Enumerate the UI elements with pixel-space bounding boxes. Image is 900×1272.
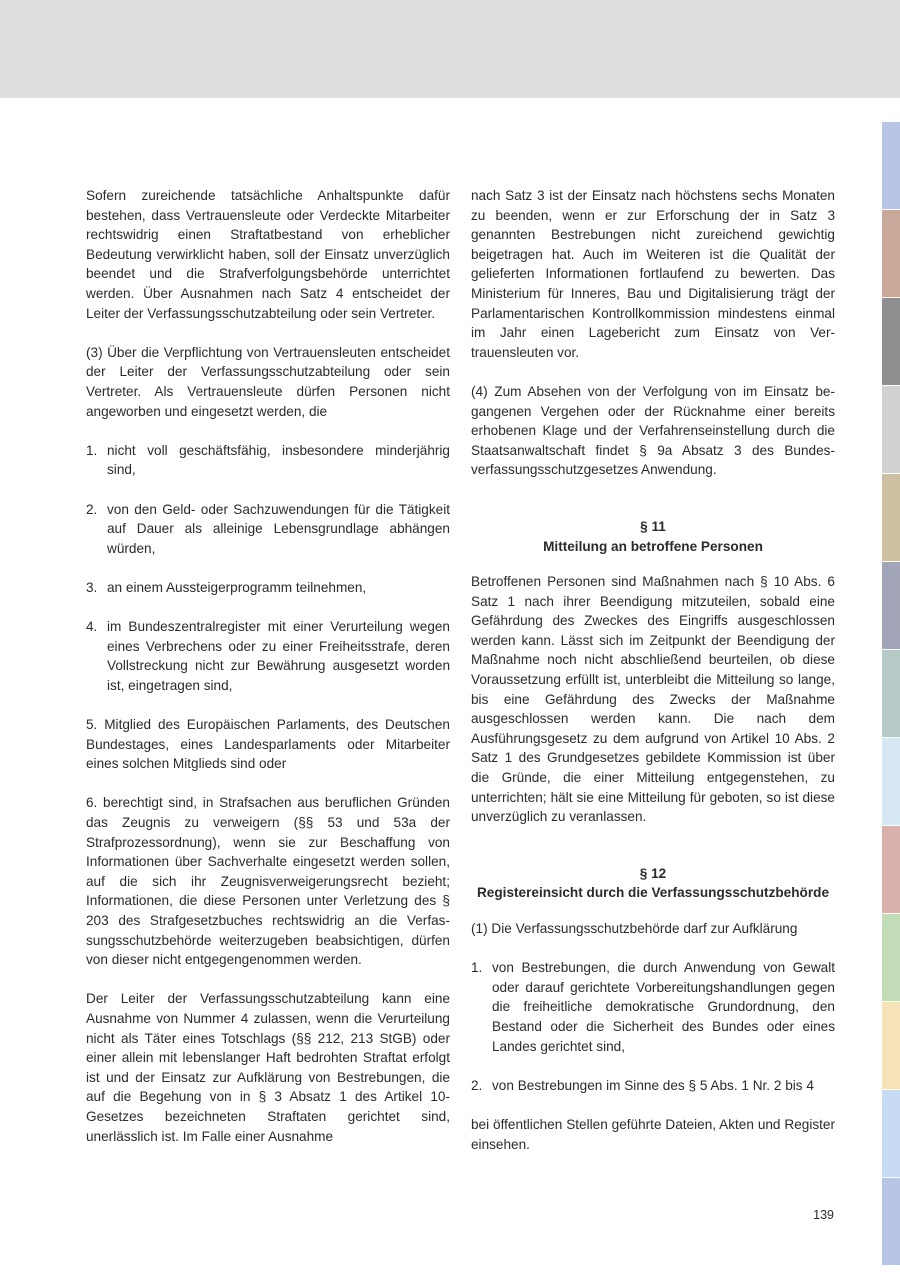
list-item bbox=[471, 958, 835, 1056]
list-text: von Bestrebungen, die durch Anwendung von Gewalt oder darauf gerichtete Vorbereitungshandlungen gegen die freiheitliche demokratische Grundordnung, den Bestand oder die Sicherheit des Bundes oder eines Landes gerichtet sind, bbox=[492, 960, 835, 1054]
list-number: 1. bbox=[86, 442, 98, 458]
chapter-tab bbox=[882, 914, 900, 1001]
list-number: 2. bbox=[86, 501, 98, 517]
left-column bbox=[86, 186, 450, 1166]
list-number: 2. bbox=[471, 1077, 483, 1093]
chapter-tab bbox=[882, 738, 900, 825]
list-item bbox=[471, 1076, 835, 1096]
chapter-tab bbox=[882, 298, 900, 385]
paragraph-abs-3: (3) Über die Verpflichtung von Vertrauensleuten entscheidet der Leiter der Verfassungsschutzabteilung oder sein Vertreter. Als Vertrauensleute dürfen Personen nicht angeworben und eingesetzt werden, die bbox=[86, 344, 450, 419]
chapter-tab bbox=[882, 826, 900, 913]
chapter-tab bbox=[882, 122, 900, 209]
chapter-tab bbox=[882, 210, 900, 297]
section-number: § 12 bbox=[639, 865, 667, 881]
paragraph: Der Leiter der Verfassungsschutzabteilung kann eine Ausnahme von Nummer 4 zulassen, wenn die Verurteilung nicht als Täter eines Totschlags (§§ 212, 213 StGB) oder einer allein mit lebenslanger Haft bedrohten Straftat erfolgt ist und der Einsatz zur Aufklärung von Bestrebungen, die auf die Begehung von in § 3 Absatz 1 des Artikel 10-Gesetzes bezeichneten Straftaten gerichtet sind, unerlässlich ist. Im Falle einer Ausnahme bbox=[86, 991, 450, 1144]
list-text: im Bundeszentralregister mit einer Verurteilung wegen eines Verbrechens oder zu einer Freiheitsstrafe, deren Vollstreckung nicht zur Bewährung ausgesetzt worden ist, eingetragen sind, bbox=[107, 619, 450, 693]
paragraph-abs-4: (4) Zum Absehen von der Verfolgung von im Einsatz begangenen Vergehen oder der Rücknahme einer bereits erhobenen Klage und der Verfahrenseinstellung durch die Staatsanwaltschaft findet § 9a Absatz 3 des Bundesverfassungsschutzgesetzes Anwendung. bbox=[471, 383, 835, 478]
header-band bbox=[0, 0, 900, 98]
section-title: Registereinsicht durch die Verfassungsschutzbehörde bbox=[476, 885, 830, 901]
list-number: 4. bbox=[86, 619, 98, 635]
list-item bbox=[86, 617, 450, 695]
list-text: von Bestrebungen im Sinne des § 5 Abs. 1 Nr. 2 bis 4 bbox=[492, 1077, 814, 1093]
paragraph: nach Satz 3 ist der Einsatz nach höchstens sechs Monaten zu beenden, wenn er zur Erforschung der in Satz 3 genannten Bestrebungen nicht zureichend gewichtig beigetragen hat. Auch im Weiteren ist die Qualität der gelieferten Informationen fortlaufend zu bewerten. Das Ministerium für Inneres, Bau und Digitalisierung trägt der Parlamentarischen Kontrollkommission mindestens einmal im Jahr einen Lagebericht zum Einsatz von Vertrauensleuten vor. bbox=[471, 188, 835, 360]
list-item bbox=[86, 500, 450, 559]
chapter-tab bbox=[882, 1090, 900, 1177]
paragraph: Sofern zureichende tatsächliche Anhaltspunkte dafür bestehen, dass Vertrauensleute oder Verdeckte Mitarbeiter rechtswidrig einen Straftatbestand von erheblicher Bedeutung verwirklicht haben, soll der Einsatz unverzüglich beendet und die Strafverfolgungsbehörde unterrichtet werden. Über Ausnahmen nach Satz 4 entscheidet der Leiter der Verfassungsschutzabteilung oder sein Vertreter. bbox=[86, 188, 450, 321]
chapter-tabs bbox=[882, 122, 900, 1266]
chapter-tab bbox=[882, 474, 900, 561]
list-text: nicht voll geschäftsfähig, insbesondere minderjährig sind, bbox=[107, 442, 450, 478]
section-number: § 11 bbox=[640, 518, 666, 534]
chapter-tab bbox=[882, 650, 900, 737]
section-heading-12 bbox=[471, 864, 835, 903]
list-number: 3. bbox=[86, 579, 98, 595]
chapter-tab bbox=[882, 1002, 900, 1089]
list-item-5: 5. Mitglied des Europäischen Parlaments, des Deutschen Bundestages, eines Landesparlaments oder Mitarbeiter eines solchen Mitglieds sind oder bbox=[86, 717, 450, 772]
chapter-tab bbox=[882, 1178, 900, 1265]
chapter-tab bbox=[882, 386, 900, 473]
chapter-tab bbox=[882, 562, 900, 649]
paragraph: Betroffenen Personen sind Maßnahmen nach § 10 Abs. 6 Satz 1 nach ihrer Beendigung mitzuteilen, sobald eine Gefährdung des Zweckes des Eingriffs ausgeschlossen werden kann. Lässt sich im Zeitpunkt der Beendigung der Maßnahme noch nicht abschließend beurteilen, ob diese Voraussetzung erfüllt ist, unterbleibt die Mitteilung so lange, bis eine Gefährdung des Zwecks der Maßnahme ausgeschlossen werden kann. Die nach dem Ausführungsgesetz zu dem aufgrund von Artikel 10 Abs. 2 Satz 1 des Grundgesetzes gebildete Kommission ist über die Gründe, die einer Mitteilung entgegenstehen, zu unterrichten; hält sie eine Mitteilung für geboten, so ist diese unverzüglich zu veranlassen. bbox=[471, 574, 835, 825]
section-heading-11 bbox=[471, 517, 835, 556]
section-title: Mitteilung an betroffene Personen bbox=[543, 538, 763, 554]
list-item bbox=[86, 441, 450, 480]
list-text: von den Geld- oder Sachzuwendungen für die Tätigkeit auf Dauer als alleinige Lebensgrundlage abhängen würden, bbox=[107, 501, 450, 556]
list-text: an einem Aussteigerprogramm teilnehmen, bbox=[107, 579, 367, 595]
page-number: 139 bbox=[813, 1208, 834, 1222]
list-item bbox=[86, 578, 450, 598]
right-column bbox=[471, 186, 835, 1174]
list-item-6: 6. berechtigt sind, in Strafsachen aus beruflichen Gründen das Zeugnis zu verweigern (§§ 53 und 53a der Strafprozessordnung), wenn sie zur Beschaffung von Informationen über Sachverhalte eingesetzt werden sollen, auf die sich ihr Zeugnisverweigerungsrecht bezieht; Informationen, die diese Personen unter Verletzung des § 203 des Strafgesetzbuches rechtswidrig an die Verfassungsschutzbehörde weiterzugeben beabsichtigen, dürfen von dieser nicht entgegengenommen werden. bbox=[86, 795, 450, 968]
paragraph: bei öffentlichen Stellen geführte Dateien, Akten und Register einsehen. bbox=[471, 1116, 835, 1152]
paragraph-abs-1: (1) Die Verfassungsschutzbehörde darf zur Aufklärung bbox=[471, 921, 798, 936]
list-number: 1. bbox=[471, 960, 483, 976]
